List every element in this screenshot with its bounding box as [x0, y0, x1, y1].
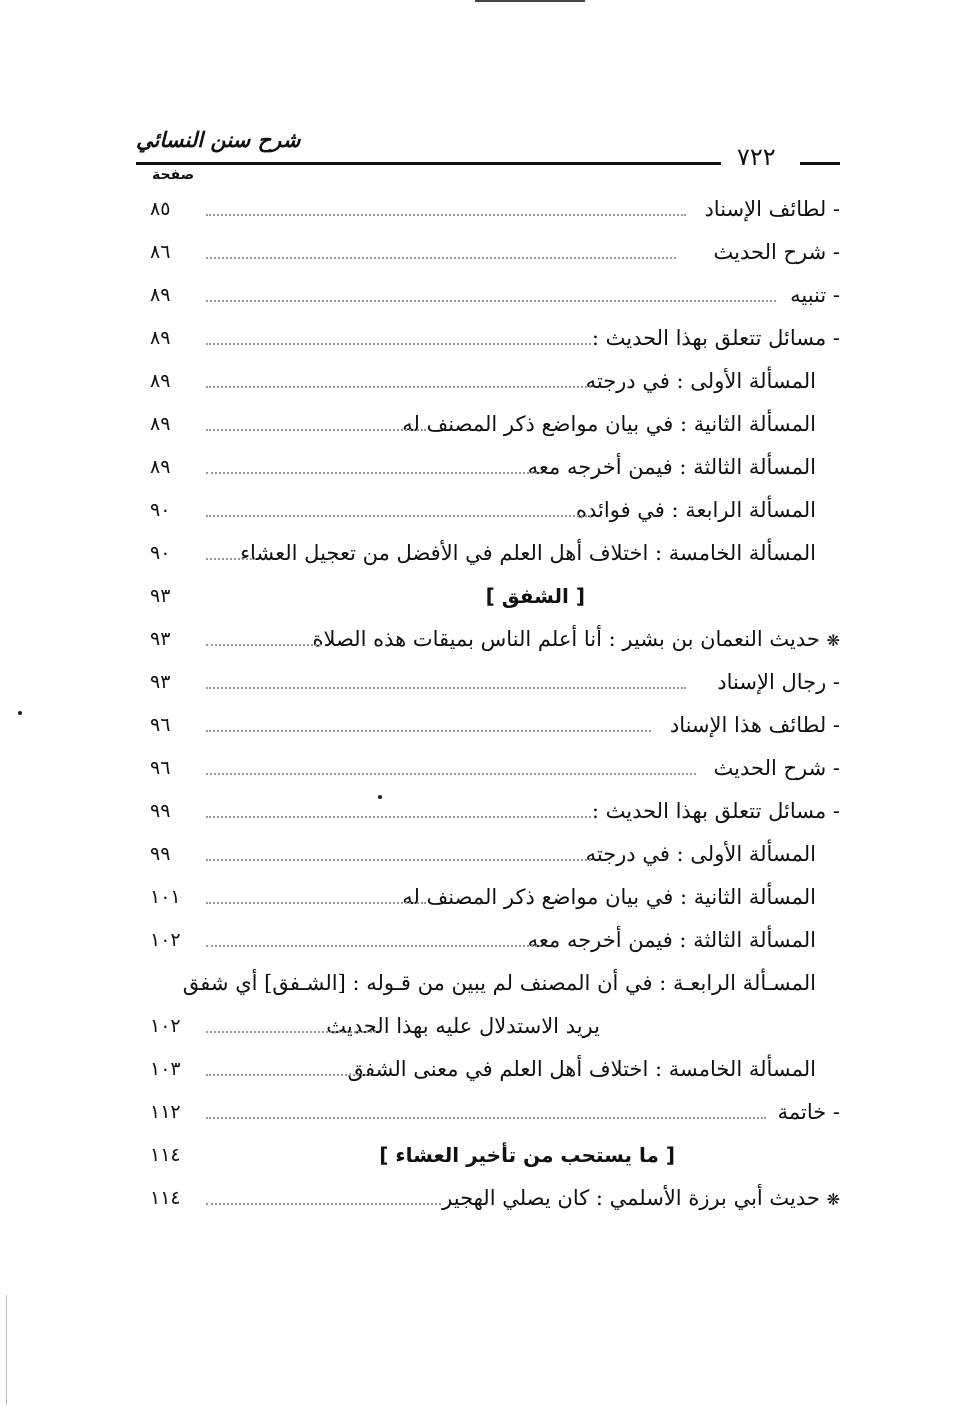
top-edge-rule: [475, 0, 585, 2]
leader-dots: [206, 472, 541, 474]
toc-entry: [150, 235, 840, 269]
leader-dots: [206, 644, 321, 646]
toc-page-number: ١٠٣: [150, 1058, 181, 1080]
toc-page-number: ٨٩: [150, 284, 171, 306]
toc-entry: [150, 880, 840, 914]
toc-page-number: ٩٩: [150, 843, 171, 865]
section-heading-text: [ الشفق ]: [485, 584, 585, 608]
header-dash: [800, 162, 840, 165]
toc-page-number: ١١٤: [150, 1187, 181, 1209]
toc-page-number: ٨٩: [150, 327, 171, 349]
toc-entry: [150, 708, 840, 742]
toc-entry-text: المسـألة الرابعـة : في أن المصنف لم يبين من قـوله : [الشـفق] أي شفق: [182, 971, 816, 995]
toc-entry-text: المسألة الخامسة : اختلاف أهل العلم في الأفضل من تعجيل العشاء: [240, 541, 816, 565]
toc-page-number: ٨٦: [150, 241, 171, 263]
toc-entry-text: - خاتمة: [777, 1100, 840, 1124]
leader-dots: [206, 687, 686, 689]
star-bullet-icon: ❋: [826, 631, 840, 650]
toc-page-number: ١٠٢: [150, 929, 181, 951]
page-column-label: صفحة: [152, 167, 195, 183]
toc-entry-label: حديث النعمان بن بشير : أنا أعلم الناس بميقات هذه الصلاة: [312, 627, 820, 651]
leader-dots: [206, 429, 426, 431]
leader-dots: [206, 902, 426, 904]
toc-entry-continuation: [150, 1009, 840, 1043]
leader-dots: [206, 214, 686, 216]
scan-edge-line: [6, 1295, 7, 1405]
toc-page-number: ٩٩: [150, 800, 171, 822]
toc-entry-text: - مسائل تتعلق بهذا الحديث :: [591, 326, 840, 350]
leader-dots: [206, 816, 591, 818]
toc-entry: [150, 794, 840, 828]
toc-page-number: ٩٣: [150, 628, 171, 650]
toc-page-number: ٩٠: [150, 499, 171, 521]
toc-entry: [150, 493, 840, 527]
leader-dots: [206, 300, 776, 302]
toc-page-number: ٨٩: [150, 370, 171, 392]
toc-page-number: ٩٦: [150, 757, 171, 779]
toc-entry: [150, 923, 840, 957]
toc-entry: [150, 1095, 840, 1129]
toc-entry-text: - تنبيه: [790, 283, 840, 307]
toc-page-number: ١١٤: [150, 1144, 181, 1166]
toc-page-number: ٨٩: [150, 413, 171, 435]
leader-dots: [206, 859, 591, 861]
leader-dots: [206, 1203, 441, 1205]
toc-entry-text: المسألة الثالثة : فيمن أخرجه معه: [527, 455, 816, 479]
toc-entry: [150, 407, 840, 441]
toc-entry-text: المسألة الأولى : في درجته: [585, 842, 816, 866]
leader-dots: [206, 257, 676, 259]
toc-page-number: ٨٩: [150, 456, 171, 478]
toc-entry: [150, 622, 840, 656]
toc-page-number: ٩٠: [150, 542, 171, 564]
book-title: شرح سنن النسائي: [136, 128, 301, 152]
toc-entry-text: [442, 1181, 840, 1217]
toc-entry: [150, 966, 840, 1000]
toc-page-number: ٩٣: [150, 671, 171, 693]
toc-entry-text: المسألة الثانية : في بيان مواضع ذكر المصنف له: [402, 885, 816, 909]
toc-entry-text: - رجال الإسناد: [717, 670, 840, 694]
scan-speck: [18, 711, 22, 715]
toc-section-heading: [150, 579, 840, 613]
toc-page-number: ١٠١: [150, 886, 181, 908]
toc-page-number: ٨٥: [150, 198, 171, 220]
toc-entry: [150, 364, 840, 398]
leader-dots: [206, 945, 541, 947]
leader-dots: [206, 386, 591, 388]
page-number: ٧٢٢: [737, 143, 776, 171]
toc-page-number: ٩٦: [150, 714, 171, 736]
scan-speck: [378, 795, 382, 799]
leader-dots: [206, 1031, 376, 1033]
toc-page-number: ٩٣: [150, 585, 171, 607]
toc-entry-text: - لطائف الإسناد: [704, 197, 840, 221]
toc-entry: [150, 192, 840, 226]
toc-entry-text: - شرح الحديث: [713, 240, 840, 264]
toc-entry-text: المسألة الثالثة : فيمن أخرجه معه: [527, 928, 816, 952]
toc-page-number: ١١٢: [150, 1101, 181, 1123]
toc-entry-text: المسألة الخامسة : اختلاف أهل العلم في معنى الشفق: [347, 1057, 816, 1081]
leader-dots: [206, 730, 651, 732]
toc-section-heading: [150, 1138, 840, 1172]
leader-dots: [206, 515, 591, 517]
toc-entry: [150, 450, 840, 484]
toc-page-number: ١٠٢: [150, 1015, 181, 1037]
toc-entry: [150, 278, 840, 312]
leader-dots: [206, 1117, 766, 1119]
star-bullet-icon: ❋: [826, 1190, 840, 1209]
toc-entry-text: المسألة الثانية : في بيان مواضع ذكر المصنف له: [402, 412, 816, 436]
toc-entry: [150, 536, 840, 570]
toc-entry: [150, 321, 840, 355]
toc-entry-text: - شرح الحديث: [713, 756, 840, 780]
toc-entry: [150, 1052, 840, 1086]
toc-entry-text: يريد الاستدلال عليه بهذا الحديث: [326, 1014, 600, 1038]
toc-entry-text: - لطائف هذا الإسناد: [669, 713, 840, 737]
toc-entry-label: حديث أبي برزة الأسلمي : كان يصلي الهجير: [442, 1186, 820, 1210]
toc-entry: [150, 751, 840, 785]
toc-entry-text: المسألة الرابعة : في فوائده: [576, 498, 816, 522]
toc-entry: [150, 665, 840, 699]
toc-entry: [150, 1181, 840, 1215]
leader-dots: [206, 773, 696, 775]
toc-entry-text: المسألة الأولى : في درجته: [585, 369, 816, 393]
leader-dots: [206, 558, 256, 560]
leader-dots: [206, 343, 591, 345]
section-heading-text: [ ما يستحب من تأخير العشاء ]: [379, 1143, 675, 1167]
leader-dots: [206, 1074, 371, 1076]
header-rule: [136, 162, 721, 165]
toc-entry-text: - مسائل تتعلق بهذا الحديث :: [591, 799, 840, 823]
toc-entry: [150, 837, 840, 871]
toc-entry-text: [312, 622, 840, 658]
